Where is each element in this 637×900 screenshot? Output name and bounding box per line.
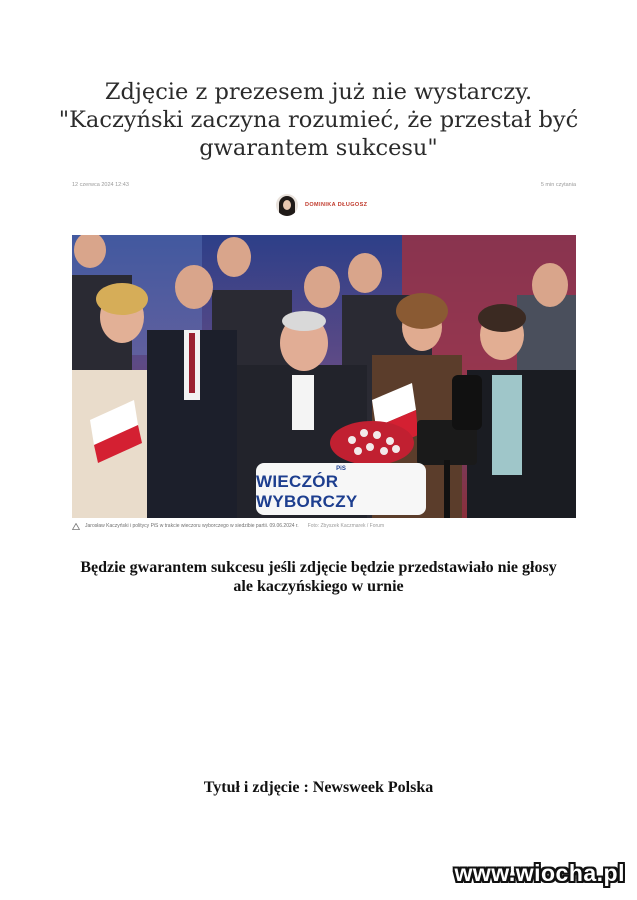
title-line-2: "Kaczyński zaczyna rozumieć, że przestał być xyxy=(58,107,579,133)
author-byline[interactable] xyxy=(276,193,367,217)
comment-line-2: ale kaczyńskiego w urnie xyxy=(233,578,404,595)
comment-line-1: Będzie gwarantem sukcesu jeśli zdjęcie będzie przedstawiało nie głosy xyxy=(80,559,557,576)
warning-icon xyxy=(72,523,80,530)
caption-text: Jarosław Kaczyński i politycy PiS w trakcie wieczoru wyborczego w siedzibie partii. 09.06.2024 r. xyxy=(85,523,299,529)
author-avatar xyxy=(276,194,298,216)
site-watermark: www.wiocha.pl xyxy=(454,860,625,886)
title-line-1: Zdjęcie z prezesem już nie wystarczy. xyxy=(104,79,533,105)
author-name[interactable]: DOMINIKA DŁUGOSZ xyxy=(305,202,368,208)
photo-credit: Foto: Zbyszek Kaczmarek / Forum xyxy=(307,523,385,529)
user-comment xyxy=(40,558,597,596)
publish-date: 12 czerwca 2024 12:43 xyxy=(72,182,129,188)
podium-sign-text: WIECZÓR WYBORCZY xyxy=(256,472,358,511)
source-note: Tytuł i zdjęcie : Newsweek Polska xyxy=(203,779,434,796)
party-logo: PiS xyxy=(336,466,346,472)
article-title xyxy=(40,78,597,162)
article-meta xyxy=(72,182,576,192)
photo-caption xyxy=(72,521,576,531)
article-photo xyxy=(72,235,576,518)
read-time: 5 min czytania xyxy=(540,182,576,188)
podium-sign xyxy=(256,463,426,515)
title-line-3: gwarantem sukcesu" xyxy=(199,135,438,161)
